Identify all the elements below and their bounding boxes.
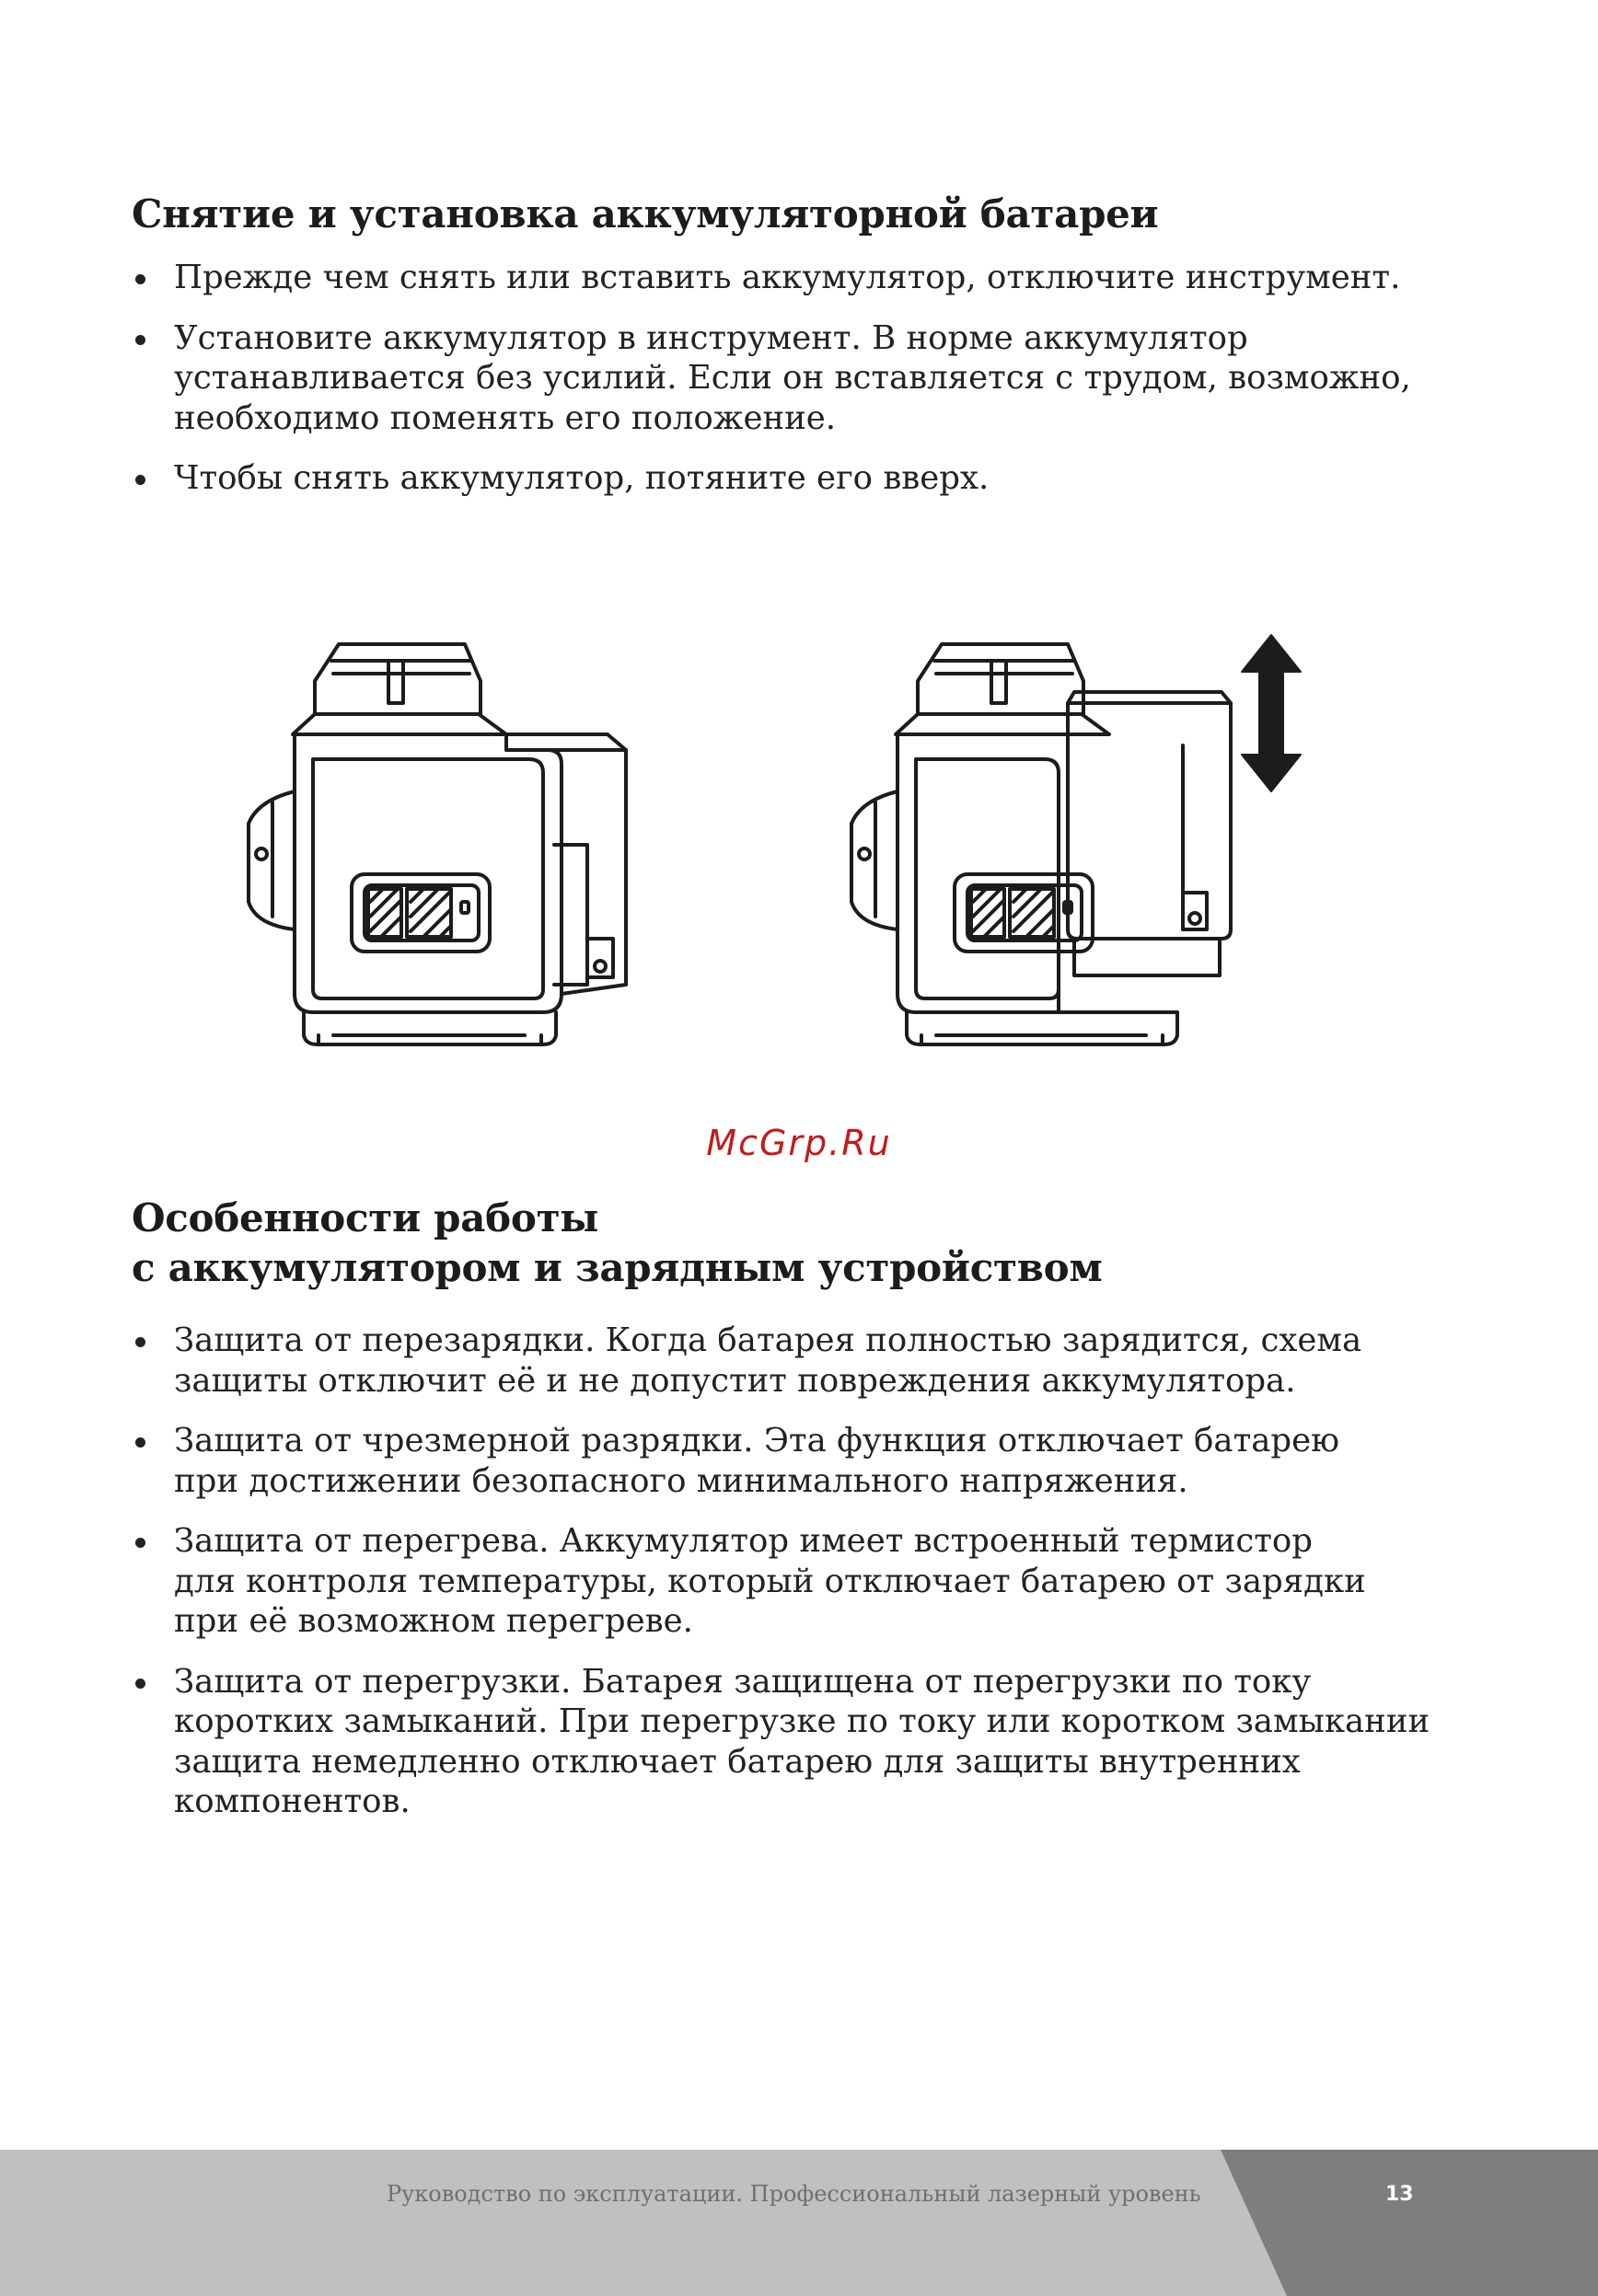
double-arrow-up-down-icon [1242,635,1301,791]
title-line: с аккумулятором и зарядным устройством [132,1245,1103,1290]
section-title-battery-removal: Снятие и установка аккумуляторной батареи [132,191,1159,237]
bullet-line: защита немедленно отключает батарею для защиты внутренних [174,1742,1301,1781]
bullet-line: для контроля температуры, который отключает батарею от зарядки [174,1562,1366,1600]
bullet-line: Чтобы снять аккумулятор, потяните его вверх. [174,459,990,497]
footer-text: Руководство по эксплуатации. Профессиональный лазерный уровень [387,2181,1201,2207]
footer-background [0,2150,1598,2296]
bullet-line: необходимо поменять его положение. [174,398,837,437]
bullet-line: компонентов. [174,1783,411,1820]
section-title-battery-features [132,1194,1103,1293]
laser-level-illustration-without-battery [230,626,654,1077]
bullet-line: Защита от перегрузки. Батарея защищена от перегрузки по току [174,1662,1312,1701]
list-item [132,318,1476,439]
battery-features-list [132,1321,1476,1842]
watermark: McGrp.Ru [706,1123,892,1163]
page-footer [0,2150,1598,2296]
bullet-line: устанавливается без усилий. Если он вставляется с трудом, возможно, [174,359,1411,397]
battery-removal-list [132,258,1476,519]
bullet-line: защиты отключит её и не допустит повреждения аккумулятора. [174,1361,1296,1400]
laser-level-illustration-with-battery [833,626,1349,1077]
list-item [132,258,1476,298]
list-item [132,1662,1476,1822]
bullet-line: Защита от перегрева. Аккумулятор имеет встроенный термистор [174,1522,1314,1560]
bullet-line: при достижении безопасного минимального напряжения. [174,1461,1188,1500]
bullet-line: Защита от чрезмерной разрядки. Эта функция отключает батарею [174,1422,1340,1460]
page-number: 13 [1385,2183,1414,2206]
bullet-line: Защита от перезарядки. Когда батарея полностью зарядится, схема [174,1321,1362,1359]
bullet-line: при её возможном перегреве. [174,1602,693,1640]
list-item [132,1321,1476,1401]
bullet-line: Прежде чем снять или вставить аккумулятор, отключите инструмент. [174,259,1401,296]
list-item [132,1421,1476,1501]
list-item [132,458,1476,499]
list-item [132,1521,1476,1642]
bullet-line: Установите аккумулятор в инструмент. В норме аккумулятор [174,318,1248,357]
title-line: Особенности работы [132,1195,599,1240]
bullet-line: коротких замыканий. При перегрузке по току или коротком замыкании [174,1702,1430,1740]
